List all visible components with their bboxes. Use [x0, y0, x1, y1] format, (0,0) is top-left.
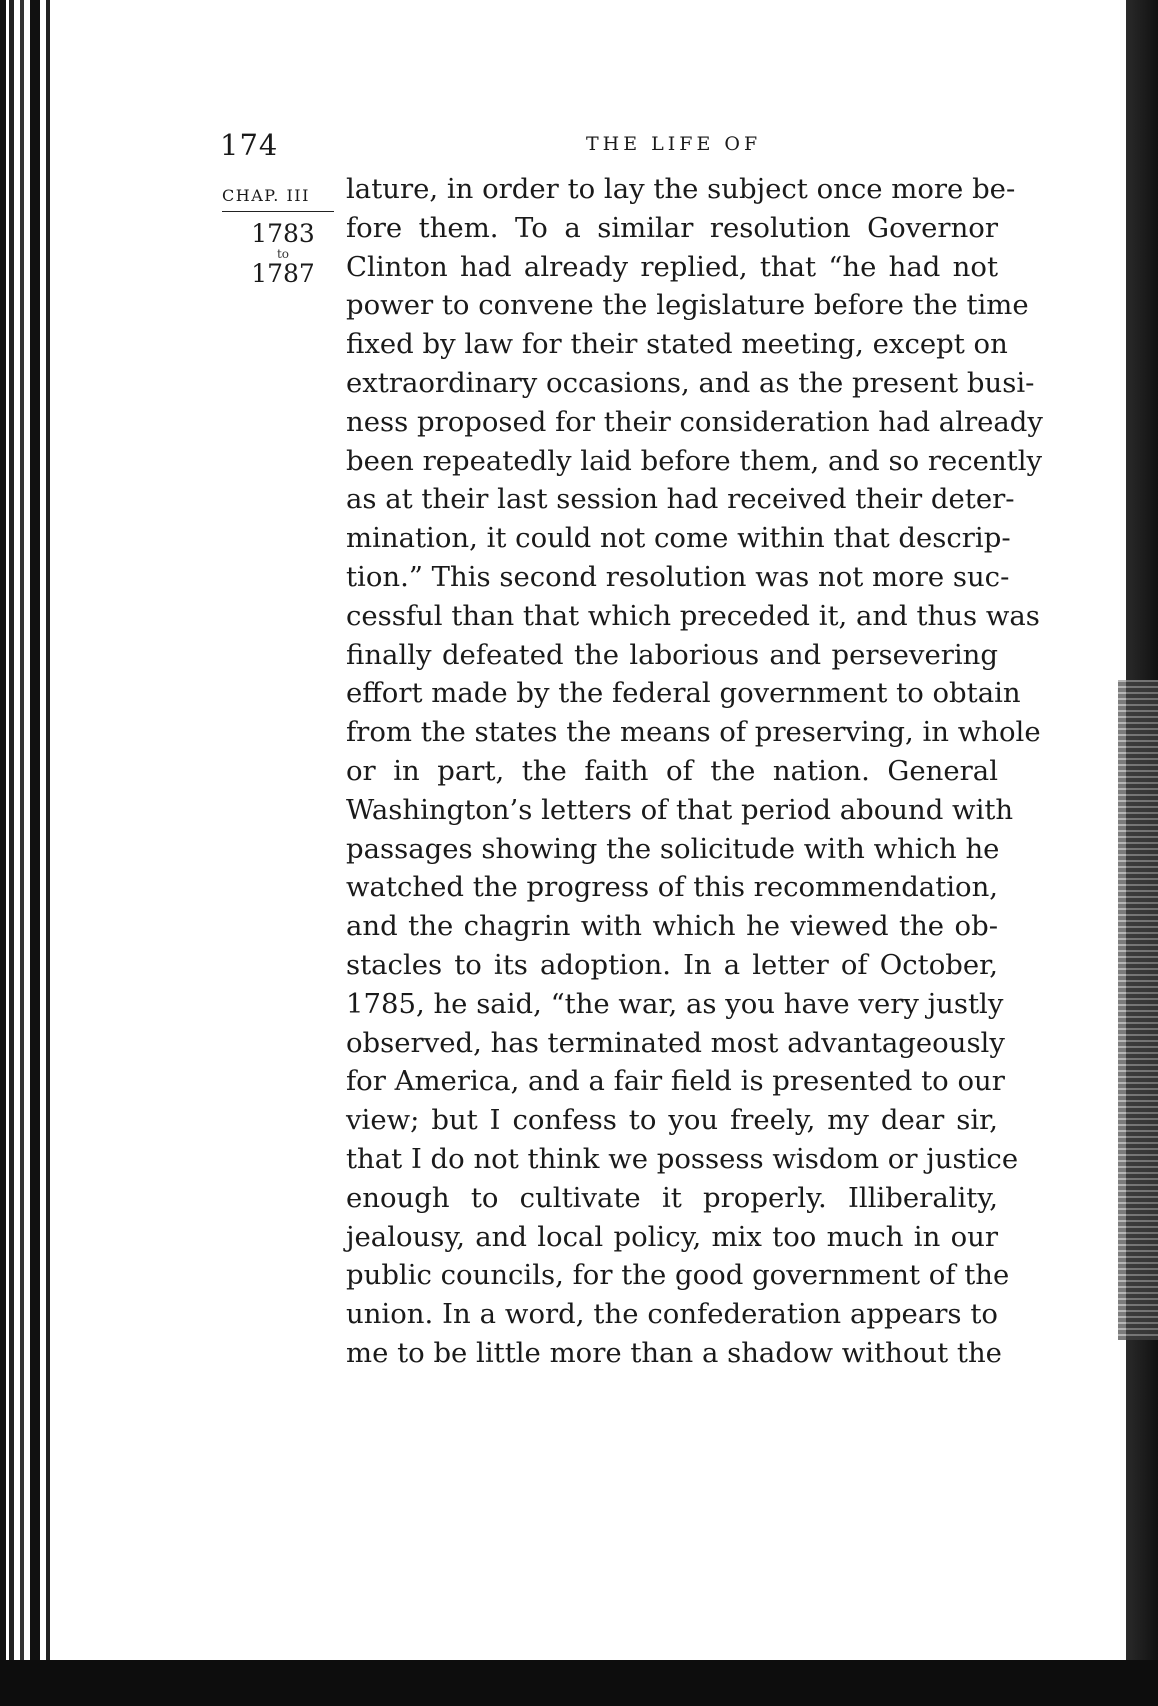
text-line: power to convene the legislature before the time: [346, 289, 1029, 322]
text-line: been repeatedly laid before them, and so recently: [346, 444, 1043, 477]
year-separator: to: [276, 247, 290, 261]
scan-binding-edge-left: [0, 0, 62, 1706]
text-line: from the states the means of preserving, in whole: [346, 716, 1041, 749]
text-line: Clinton had already replied, that “he had not: [346, 250, 998, 283]
text-line: and the chagrin with which he viewed the ob-: [346, 910, 998, 943]
chapter-label: CHAP. III: [222, 186, 334, 212]
text-line: tion.” This second resolution was not more suc-: [346, 560, 1010, 593]
text-line: fixed by law for their stated meeting, except on: [346, 328, 1008, 361]
text-line: view; but I confess to you freely, my dear sir,: [346, 1104, 998, 1137]
year-range: [248, 220, 318, 288]
scan-edge-bottom: [0, 1660, 1158, 1706]
scan-edge-right-texture: [1118, 680, 1158, 1340]
year-start: 1783: [251, 219, 315, 248]
text-line: fore them. To a similar resolution Governor: [346, 211, 998, 244]
body-text: [346, 170, 1043, 1373]
text-line: extraordinary occasions, and as the present busi-: [346, 366, 1035, 399]
text-line: finally defeated the laborious and persevering: [346, 638, 998, 671]
text-line: me to be little more than a shadow without the: [346, 1336, 1002, 1369]
text-line: Washington’s letters of that period abound with: [346, 793, 1014, 826]
running-title: THE LIFE OF: [586, 133, 762, 155]
text-line: as at their last session had received their deter-: [346, 483, 1015, 516]
text-line: union. In a word, the confederation appears to: [346, 1298, 998, 1331]
text-line: for America, and a fair field is presented to our: [346, 1065, 1005, 1098]
text-line: public councils, for the good government of the: [346, 1259, 1010, 1292]
text-line: jealousy, and local policy, mix too much in our: [346, 1220, 998, 1253]
text-line: lature, in order to lay the subject once more be-: [346, 173, 1016, 205]
text-line: cessful than that which preceded it, and thus was: [346, 599, 1040, 632]
year-end: 1787: [251, 259, 315, 288]
text-line: effort made by the federal government to obtain: [346, 677, 1021, 710]
text-line: stacles to its adoption. In a letter of October,: [346, 948, 998, 981]
text-line: 1785, he said, “the war, as you have very justly: [346, 987, 1004, 1020]
text-line: ness proposed for their consideration had already: [346, 405, 1043, 438]
text-line: or in part, the faith of the nation. General: [346, 754, 998, 787]
text-line: enough to cultivate it properly. Illiberality,: [346, 1181, 998, 1214]
text-line: mination, it could not come within that descrip-: [346, 522, 1011, 555]
text-line: that I do not think we possess wisdom or justice: [346, 1142, 1019, 1175]
text-line: passages showing the solicitude with which he: [346, 832, 1000, 865]
page-number: 174: [220, 128, 279, 162]
text-line: observed, has terminated most advantageously: [346, 1026, 1005, 1059]
text-line: watched the progress of this recommendation,: [346, 871, 999, 904]
